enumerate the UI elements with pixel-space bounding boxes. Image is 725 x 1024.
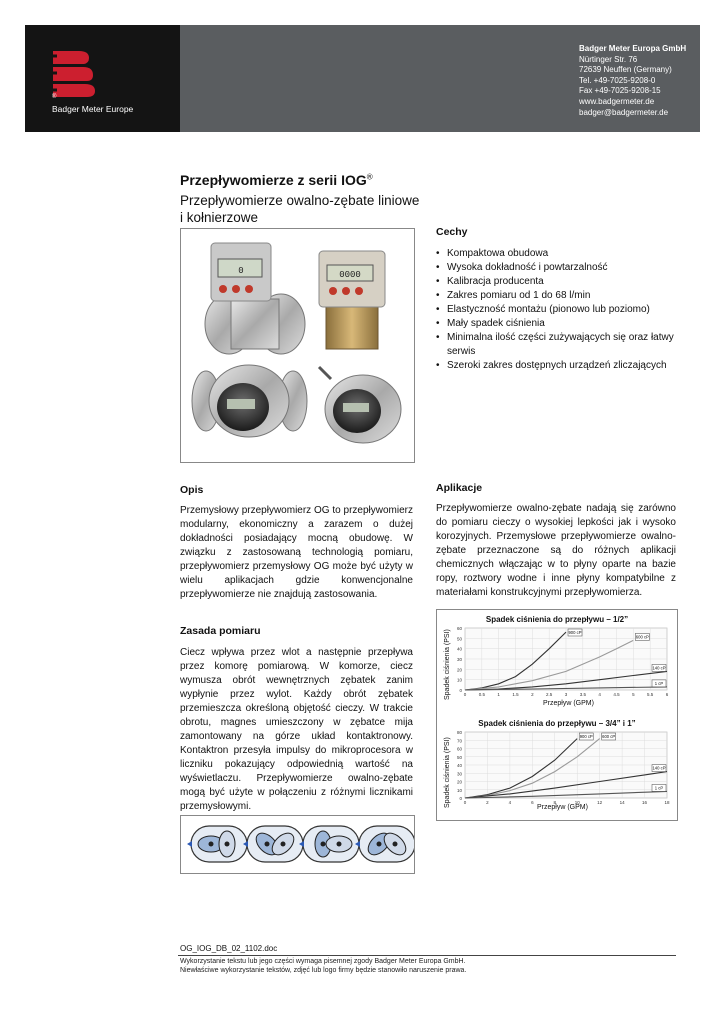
company-fax: Fax +49-7025-9208-15 [579, 86, 661, 96]
gear-stage [243, 826, 303, 862]
company-email[interactable]: badger@badgermeter.de [579, 107, 669, 117]
company-city: 72639 Neuffen (Germany) [579, 65, 672, 75]
y-tick-label: 40 [456, 763, 462, 768]
flowmeter-illustration [181, 229, 414, 462]
series-label: 140 cP [652, 665, 666, 671]
y-tick-label: 30 [456, 657, 462, 662]
y-tick-label: 40 [456, 646, 462, 652]
feature-item: • Minimalna ilość części zużywających się oraz łatwy serwis [436, 331, 686, 359]
x-tick-label: 5.5 [647, 692, 654, 697]
feature-item: • Szeroki zakres dostępnych urządzeń zliczających [436, 359, 686, 373]
y-tick-label: 20 [456, 779, 462, 785]
chart-three-quarter-inch-ylabel: Spadek ciśnienia (PSI) [444, 737, 451, 808]
y-tick-label: 70 [456, 738, 462, 744]
y-tick-label: 10 [456, 677, 462, 683]
chart-three-quarter-inch-xlabel: Przepływ (GPM) [537, 804, 588, 811]
x-tick-label: 1.5 [512, 692, 519, 697]
y-tick-label: 20 [456, 667, 462, 673]
y-tick-label: 60 [456, 626, 462, 631]
meter-bottom-left [192, 365, 307, 437]
x-tick-label: 0 [463, 800, 467, 805]
y-tick-label: 0 [459, 688, 462, 693]
x-tick-label: 0 [463, 692, 467, 697]
page-title-text: Przepływomierze z serii IOG [180, 172, 367, 188]
footer-legal [180, 957, 466, 975]
chart-half-inch-title: Spadek ciśnienia do przepływu – 1/2” [485, 615, 629, 624]
x-tick-label: 2 [486, 800, 489, 805]
chart-half-inch-xlabel: Przepływ (GPM) [543, 700, 594, 707]
chart-three-quarter-inch-svg [441, 718, 673, 814]
y-tick-label: 80 [456, 730, 462, 735]
gear-axle [225, 842, 230, 847]
principle-heading: Zasada pomiaru [180, 625, 261, 637]
product-photo [180, 228, 415, 463]
description-text: Przemysłowy przepływomierz OG to przepływomierz modularny, ekonomiczny a zarazem o dużej dokładności posiadający mocną obudowę. W związku z zastosowaną technologią pomiaru, przepływomierz przemysłowy OG może być użyty w wielu aplikacjach gdzie konwencjonalne przepływomierze nie znajdują zastosowania. [180, 505, 413, 600]
x-tick-label: 12 [597, 800, 603, 805]
subtitle-line-1: Przepływomierze owalno-zębate liniowe [180, 193, 420, 208]
x-tick-label: 6 [665, 692, 669, 697]
feature-item: • Elastyczność montażu (pionowo lub poziomo) [436, 303, 686, 317]
description-heading: Opis [180, 484, 204, 496]
series-label: 900 cP [579, 734, 593, 739]
gear-stage [355, 826, 414, 862]
feature-item: • Zakres pomiaru od 1 do 68 l/min [436, 289, 686, 303]
gear-axle [337, 842, 342, 847]
footer-divider [178, 955, 676, 956]
feature-item: • Kompaktowa obudowa [436, 247, 686, 261]
y-tick-label: 60 [456, 746, 462, 752]
x-tick-label: 3.5 [579, 692, 586, 697]
x-tick-label: 6 [531, 800, 534, 805]
gear-axle [265, 842, 270, 847]
subtitle-line-2: i kołnierzowe [180, 210, 259, 225]
series-label: 600 cP [602, 734, 616, 739]
x-tick-label: 2.5 [546, 692, 553, 697]
company-name: Badger Meter Europa GmbH [579, 44, 687, 53]
x-tick-label: 0.5 [478, 692, 485, 697]
series-label: 140 cP [652, 765, 666, 771]
meter-top-right [319, 251, 385, 349]
company-website[interactable]: www.badgermeter.de [579, 96, 655, 106]
title-registered-mark: ® [366, 172, 373, 182]
y-tick-label: 0 [459, 796, 462, 801]
gear-stage [187, 826, 247, 862]
meter-display-2: 0000 [339, 270, 361, 280]
chart-three-quarter-inch [441, 718, 673, 814]
oval-gear-sequence [181, 816, 414, 873]
logo-registered-mark: ® [52, 94, 57, 100]
chart-half-inch-ylabel: Spadek ciśnienia (PSI) [444, 629, 451, 700]
gear-axle [281, 842, 286, 847]
x-tick-label: 10 [574, 800, 580, 805]
series-label: 1 cP [654, 785, 664, 791]
x-tick-label: 8 [553, 800, 557, 805]
company-phone: Tel. +49-7025-9208-0 [579, 75, 656, 85]
x-tick-label: 4.5 [613, 692, 620, 697]
legal-line-1: Wykorzystanie tekstu lub jego części wymaga pisemnej zgody Badger Meter Europa GmbH. [180, 958, 466, 965]
gear-axle [209, 842, 214, 847]
y-tick-label: 10 [456, 787, 462, 793]
x-tick-label: 3 [564, 692, 568, 697]
x-tick-label: 14 [619, 800, 625, 805]
x-tick-label: 2 [531, 692, 534, 697]
gear-axle [321, 842, 326, 847]
y-tick-label: 30 [456, 771, 462, 777]
gear-axle [393, 842, 398, 847]
applications-text: Przepływomierze owalno-zębate nadają się zarówno do pomiaru cieczy o wysokiej lepkości jak i wysoko korozyjnych. Przemysłowe przepływomierze owalno-zębate przeznaczone są do różnych aplikacji chemicznych włączając w to płyny oparte na bazie ropy, roztwory wodne i inne płyny kompatybilne z materiałami konstrukcyjnymi przepływomierza. [436, 503, 676, 598]
company-street: Nürtinger Str. 76 [579, 54, 638, 64]
features-heading: Cechy [436, 226, 468, 238]
meter-bottom-right [319, 367, 401, 443]
x-tick-label: 4 [508, 800, 512, 805]
feature-item: • Kalibracja producenta [436, 275, 686, 289]
logo-name: Badger Meter Europe [52, 104, 134, 114]
company-address [579, 44, 686, 118]
page-title [180, 172, 373, 188]
features-list [436, 247, 686, 373]
y-tick-label: 50 [456, 636, 462, 642]
applications-heading: Aplikacje [436, 482, 483, 494]
chart-half-inch-svg [441, 614, 673, 710]
badger-logo-icon [47, 47, 97, 99]
chart-three-quarter-inch-title: Spadek ciśnienia do przepływu – 3/4” i 1” [478, 719, 636, 728]
gear-axle [377, 842, 382, 847]
series-label: 600 cP [635, 634, 649, 640]
x-tick-label: 18 [664, 800, 670, 805]
x-tick-label: 5 [632, 692, 635, 697]
meter-display-1: 0 [238, 266, 244, 276]
oval-gear-diagram [180, 815, 415, 874]
page-subtitle [180, 192, 420, 226]
chart-half-inch [441, 614, 673, 710]
series-label: 900 cP [568, 630, 582, 635]
header-banner [25, 25, 700, 132]
meter-top-left [205, 243, 305, 354]
legal-line-2: Niewłaściwe wykorzystanie tekstów, zdjęć lub logo firmy będzie stanowiło naruszenie prawa. [180, 967, 467, 974]
flow-arrow-icon [187, 841, 192, 847]
feature-item: • Mały spadek ciśnienia [436, 317, 686, 331]
document-id: OG_IOG_DB_02_1102.doc [180, 944, 278, 953]
pressure-drop-charts [436, 609, 678, 821]
logo-block [25, 25, 180, 132]
principle-text: Ciecz wpływa przez wlot a następnie przepływa przez komorę pomiarową. W komorze, ciecz wymusza obrót wewnętrznych zębatek zanim wypłynie przez wylot. Każdy obrót zębatek przemieszcza określoną objętość cieczy. W trakcie obrotu, magnes umieszczony w zębatce mija zamontowany na górze układ kontaktronowy. Kontaktron przesyła impulsy do mikroprocesora w liczniku pokazujący odpowiednią wartość na wyświetlaczu. Przepływomierze owalno-zębate mogą być użyte w połączeniu z różnymi licznikami przemysłowymi. [180, 647, 413, 812]
x-tick-label: 4 [598, 692, 601, 697]
feature-item: • Wysoka dokładność i powtarzalność [436, 261, 686, 275]
gear-stage [299, 826, 359, 862]
x-tick-label: 16 [642, 800, 648, 805]
y-tick-label: 50 [456, 754, 462, 760]
x-tick-label: 1 [497, 692, 500, 697]
series-label: 1 cP [654, 680, 664, 686]
